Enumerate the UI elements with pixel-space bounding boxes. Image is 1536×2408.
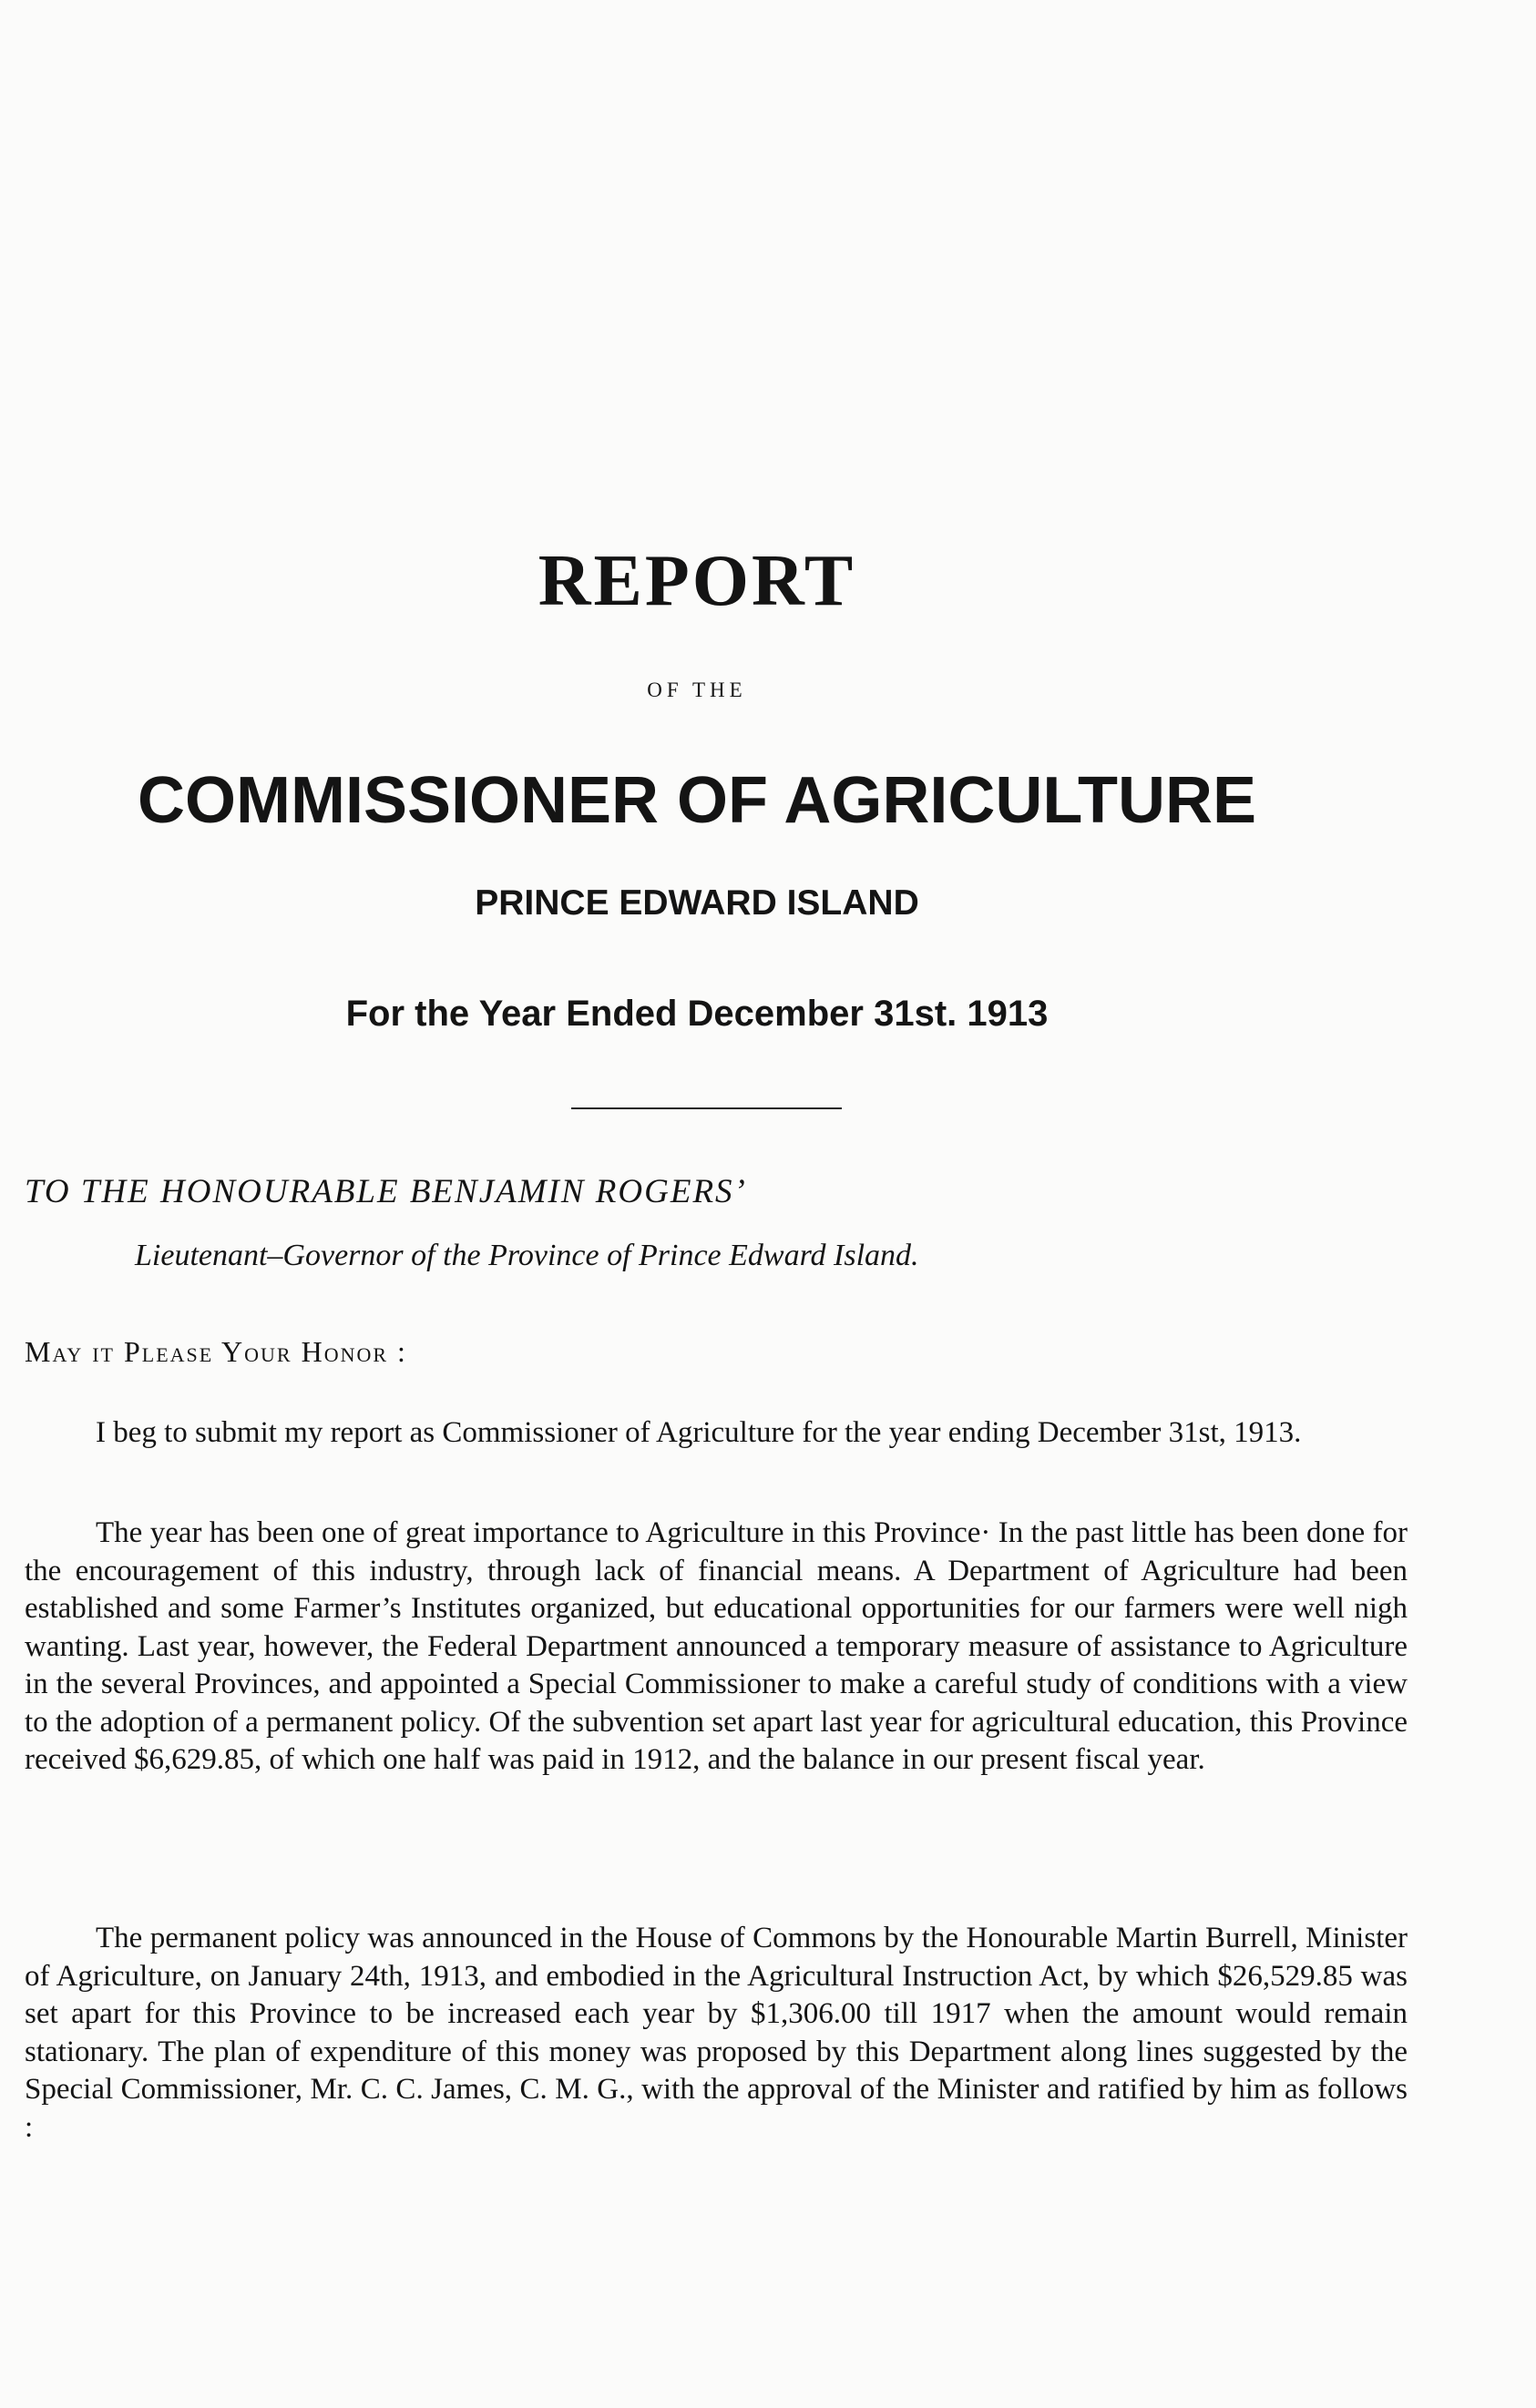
of-the-subheading: OF THE	[647, 679, 747, 701]
body-paragraph-2	[25, 1515, 1408, 1780]
salutation-line: May it Please Your Honor :	[25, 1335, 407, 1368]
addressee-title-line: Lieutenant–Governor of the Province of Prince Edward Island.	[135, 1239, 919, 1272]
paragraph-text: The permanent policy was announced in the House of Commons by the Honourable Martin Burrell, Minister of Agriculture, on January 24th, 1913, and embodied in the Agricultural Instruction Act, by which $26,529.85 was set apart for this Province to be increased each year by $1,306.00 till 1917 when the amount would remain stationary. The plan of expenditure of this money was proposed by this Department along lines suggested by the Special Commissioner, Mr. C. C. James, C. M. G., with the approval of the Minister and ratified by him as follows :	[25, 1922, 1408, 2144]
paragraph-text: I beg to submit my report as Commissioner of Agriculture for the year ending December 31st, 1913.	[96, 1416, 1302, 1449]
paragraph-text: The year has been one of great importance to Agriculture in this Province· In the past little has been done for the encouragement of this industry, through lack of financial means. A Department of Agriculture had been established and some Farmer’s Institutes organized, but educational opportunities for our farmers were well nigh wanting. Last year, however, the Federal Department announced a temporary measure of assistance to Agriculture in the several Provinces, and appointed a Special Commissioner to make a careful study of conditions with a view to the adoption of a permanent policy. Of the subvention set apart last year for agricultural education, this Province received $6,629.85, of which one half was paid in 1912, and the balance in our present fiscal year.	[25, 1516, 1408, 1776]
body-paragraph-1	[25, 1414, 1408, 1453]
body-paragraph-3	[25, 1920, 1408, 2147]
commissioner-heading: COMMISSIONER OF AGRICULTURE	[138, 764, 1256, 837]
year-heading: For the Year Ended December 31st. 1913	[345, 994, 1049, 1034]
report-heading: REPORT	[538, 541, 856, 621]
section-divider	[571, 1107, 842, 1109]
addressee-line: TO THE HONOURABLE BENJAMIN ROGERS’	[25, 1173, 747, 1210]
province-heading: PRINCE EDWARD ISLAND	[475, 883, 919, 923]
